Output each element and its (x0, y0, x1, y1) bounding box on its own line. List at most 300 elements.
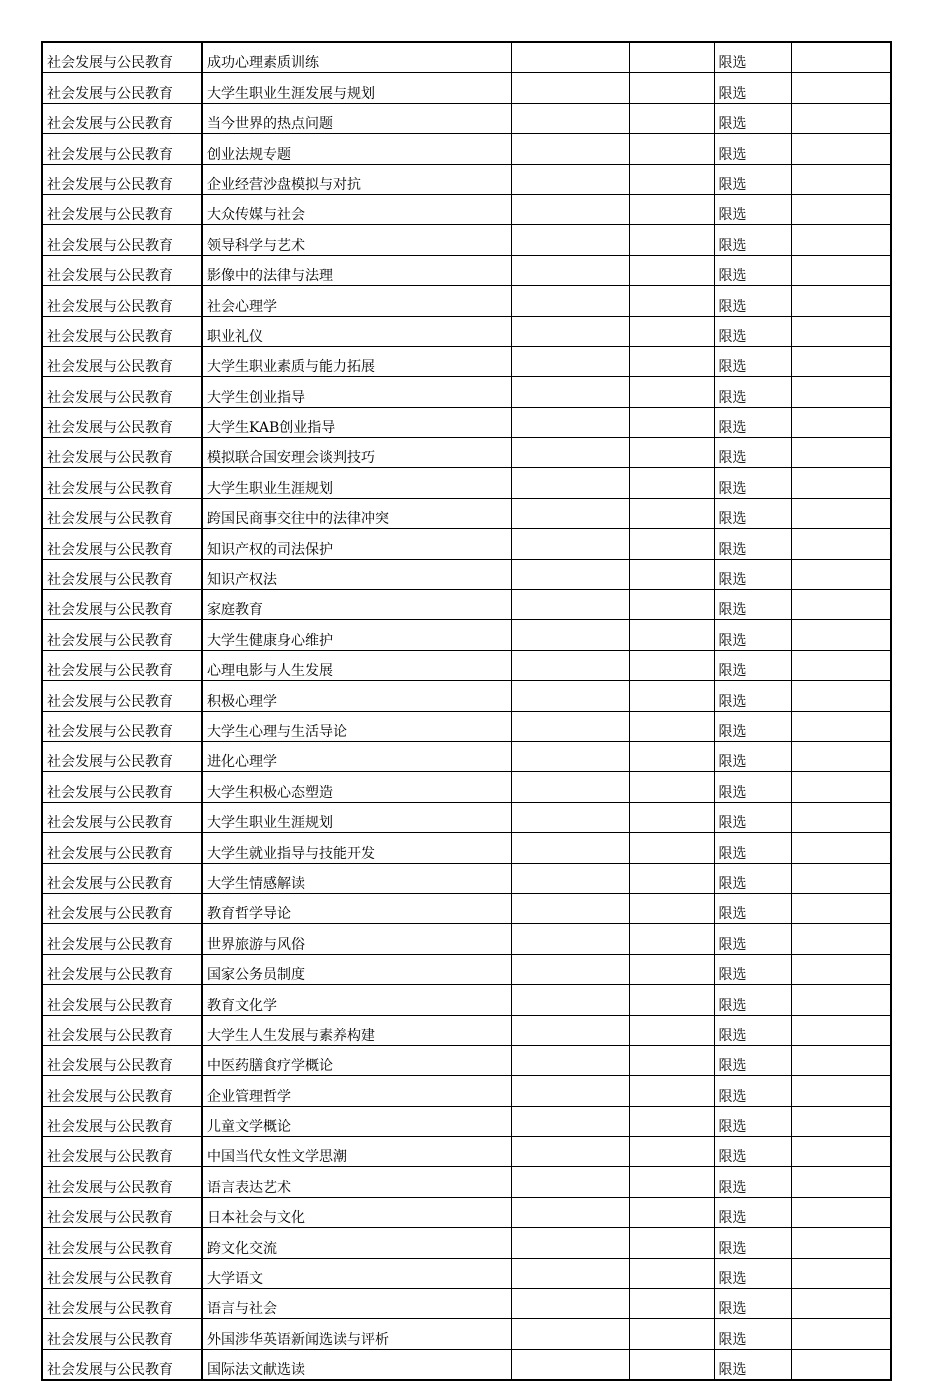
blank-cell-6 (791, 1349, 891, 1380)
blank-cell-4 (629, 438, 714, 468)
table-row (42, 741, 891, 771)
category-cell: 社会发展与公民教育 (42, 1349, 202, 1380)
table-row (42, 407, 891, 437)
selection-type-cell: 限选 (714, 73, 791, 103)
course-name-cell: 模拟联合国安理会谈判技巧 (202, 438, 511, 468)
table-row (42, 893, 891, 923)
blank-cell-4 (629, 103, 714, 133)
blank-cell-6 (791, 863, 891, 893)
blank-cell-6 (791, 134, 891, 164)
table-row (42, 468, 891, 498)
selection-type-cell: 限选 (714, 711, 791, 741)
blank-cell-3 (511, 103, 629, 133)
selection-type-cell: 限选 (714, 407, 791, 437)
course-name-cell: 知识产权法 (202, 559, 511, 589)
category-cell: 社会发展与公民教育 (42, 833, 202, 863)
category-cell: 社会发展与公民教育 (42, 954, 202, 984)
blank-cell-6 (791, 802, 891, 832)
table-row (42, 42, 891, 73)
category-cell: 社会发展与公民教育 (42, 194, 202, 224)
blank-cell-3 (511, 1106, 629, 1136)
selection-type-cell: 限选 (714, 1197, 791, 1227)
blank-cell-6 (791, 73, 891, 103)
course-name-cell: 职业礼仪 (202, 316, 511, 346)
table-row (42, 498, 891, 528)
blank-cell-6 (791, 103, 891, 133)
selection-type-cell: 限选 (714, 863, 791, 893)
blank-cell-3 (511, 1137, 629, 1167)
selection-type-cell: 限选 (714, 134, 791, 164)
blank-cell-3 (511, 1349, 629, 1380)
course-name-cell: 大众传媒与社会 (202, 194, 511, 224)
blank-cell-6 (791, 1258, 891, 1288)
category-cell: 社会发展与公民教育 (42, 1076, 202, 1106)
blank-cell-6 (791, 681, 891, 711)
table-row (42, 1228, 891, 1258)
selection-type-cell: 限选 (714, 286, 791, 316)
course-name-cell: 大学生积极心态塑造 (202, 772, 511, 802)
course-table-body (42, 42, 891, 1380)
category-cell: 社会发展与公民教育 (42, 498, 202, 528)
blank-cell-3 (511, 164, 629, 194)
selection-type-cell: 限选 (714, 1015, 791, 1045)
course-name-cell: 教育文化学 (202, 985, 511, 1015)
category-cell: 社会发展与公民教育 (42, 985, 202, 1015)
blank-cell-4 (629, 529, 714, 559)
blank-cell-4 (629, 73, 714, 103)
selection-type-cell: 限选 (714, 42, 791, 73)
selection-type-cell: 限选 (714, 833, 791, 863)
blank-cell-3 (511, 134, 629, 164)
category-cell: 社会发展与公民教育 (42, 255, 202, 285)
blank-cell-4 (629, 985, 714, 1015)
blank-cell-6 (791, 1137, 891, 1167)
selection-type-cell: 限选 (714, 498, 791, 528)
blank-cell-3 (511, 194, 629, 224)
category-cell: 社会发展与公民教育 (42, 620, 202, 650)
category-cell: 社会发展与公民教育 (42, 1137, 202, 1167)
blank-cell-4 (629, 1349, 714, 1380)
table-row (42, 73, 891, 103)
course-name-cell: 国家公务员制度 (202, 954, 511, 984)
table-row (42, 833, 891, 863)
blank-cell-6 (791, 346, 891, 376)
course-name-cell: 大学生职业素质与能力拓展 (202, 346, 511, 376)
blank-cell-6 (791, 559, 891, 589)
course-name-cell: 大学生KAB创业指导 (202, 407, 511, 437)
category-cell: 社会发展与公民教育 (42, 893, 202, 923)
course-name-cell: 影像中的法律与法理 (202, 255, 511, 285)
category-cell: 社会发展与公民教育 (42, 377, 202, 407)
selection-type-cell: 限选 (714, 1106, 791, 1136)
selection-type-cell: 限选 (714, 741, 791, 771)
blank-cell-4 (629, 711, 714, 741)
selection-type-cell: 限选 (714, 438, 791, 468)
table-row (42, 286, 891, 316)
course-name-cell: 世界旅游与风俗 (202, 924, 511, 954)
course-name-cell: 大学生健康身心维护 (202, 620, 511, 650)
course-name-cell: 大学生心理与生活导论 (202, 711, 511, 741)
blank-cell-4 (629, 377, 714, 407)
blank-cell-3 (511, 346, 629, 376)
category-cell: 社会发展与公民教育 (42, 1106, 202, 1136)
blank-cell-6 (791, 286, 891, 316)
category-cell: 社会发展与公民教育 (42, 681, 202, 711)
selection-type-cell: 限选 (714, 681, 791, 711)
category-cell: 社会发展与公民教育 (42, 407, 202, 437)
blank-cell-4 (629, 1106, 714, 1136)
selection-type-cell: 限选 (714, 1319, 791, 1349)
category-cell: 社会发展与公民教育 (42, 863, 202, 893)
blank-cell-6 (791, 620, 891, 650)
blank-cell-4 (629, 590, 714, 620)
table-row (42, 1258, 891, 1288)
blank-cell-4 (629, 924, 714, 954)
course-name-cell: 外国涉华英语新闻选读与评析 (202, 1319, 511, 1349)
course-name-cell: 日本社会与文化 (202, 1197, 511, 1227)
course-name-cell: 跨文化交流 (202, 1228, 511, 1258)
course-name-cell: 中国当代女性文学思潮 (202, 1137, 511, 1167)
table-row (42, 103, 891, 133)
course-name-cell: 大学生创业指导 (202, 377, 511, 407)
blank-cell-3 (511, 377, 629, 407)
blank-cell-3 (511, 711, 629, 741)
course-name-cell: 进化心理学 (202, 741, 511, 771)
blank-cell-3 (511, 802, 629, 832)
course-name-cell: 成功心理素质训练 (202, 42, 511, 73)
course-name-cell: 语言与社会 (202, 1289, 511, 1319)
blank-cell-4 (629, 1228, 714, 1258)
course-name-cell: 当今世界的热点问题 (202, 103, 511, 133)
course-name-cell: 大学生就业指导与技能开发 (202, 833, 511, 863)
blank-cell-3 (511, 225, 629, 255)
category-cell: 社会发展与公民教育 (42, 316, 202, 346)
category-cell: 社会发展与公民教育 (42, 1319, 202, 1349)
blank-cell-6 (791, 1289, 891, 1319)
blank-cell-6 (791, 954, 891, 984)
course-table (41, 41, 892, 1381)
table-row (42, 985, 891, 1015)
table-row (42, 377, 891, 407)
table-row (42, 1045, 891, 1075)
course-name-cell: 企业管理哲学 (202, 1076, 511, 1106)
table-row (42, 954, 891, 984)
selection-type-cell: 限选 (714, 650, 791, 680)
selection-type-cell: 限选 (714, 316, 791, 346)
blank-cell-4 (629, 134, 714, 164)
category-cell: 社会发展与公民教育 (42, 590, 202, 620)
blank-cell-6 (791, 1167, 891, 1197)
blank-cell-3 (511, 73, 629, 103)
table-row (42, 1106, 891, 1136)
selection-type-cell: 限选 (714, 1137, 791, 1167)
blank-cell-4 (629, 1076, 714, 1106)
category-cell: 社会发展与公民教育 (42, 1289, 202, 1319)
blank-cell-3 (511, 954, 629, 984)
blank-cell-3 (511, 863, 629, 893)
table-row (42, 255, 891, 285)
course-name-cell: 积极心理学 (202, 681, 511, 711)
blank-cell-4 (629, 42, 714, 73)
category-cell: 社会发展与公民教育 (42, 1015, 202, 1045)
blank-cell-4 (629, 346, 714, 376)
selection-type-cell: 限选 (714, 772, 791, 802)
selection-type-cell: 限选 (714, 529, 791, 559)
selection-type-cell: 限选 (714, 255, 791, 285)
blank-cell-4 (629, 1167, 714, 1197)
blank-cell-6 (791, 316, 891, 346)
blank-cell-3 (511, 620, 629, 650)
blank-cell-3 (511, 529, 629, 559)
course-name-cell: 领导科学与艺术 (202, 225, 511, 255)
selection-type-cell: 限选 (714, 1076, 791, 1106)
table-row (42, 559, 891, 589)
course-name-cell: 大学生人生发展与素养构建 (202, 1015, 511, 1045)
blank-cell-3 (511, 468, 629, 498)
blank-cell-3 (511, 741, 629, 771)
blank-cell-4 (629, 893, 714, 923)
blank-cell-4 (629, 316, 714, 346)
blank-cell-4 (629, 681, 714, 711)
blank-cell-6 (791, 42, 891, 73)
blank-cell-3 (511, 255, 629, 285)
course-name-cell: 中医药膳食疗学概论 (202, 1045, 511, 1075)
blank-cell-3 (511, 316, 629, 346)
blank-cell-3 (511, 1167, 629, 1197)
category-cell: 社会发展与公民教育 (42, 1228, 202, 1258)
blank-cell-4 (629, 194, 714, 224)
category-cell: 社会发展与公民教育 (42, 802, 202, 832)
blank-cell-3 (511, 1258, 629, 1288)
course-name-cell: 企业经营沙盘模拟与对抗 (202, 164, 511, 194)
blank-cell-3 (511, 1197, 629, 1227)
blank-cell-6 (791, 225, 891, 255)
category-cell: 社会发展与公民教育 (42, 225, 202, 255)
blank-cell-3 (511, 985, 629, 1015)
blank-cell-4 (629, 559, 714, 589)
table-row (42, 863, 891, 893)
course-name-cell: 知识产权的司法保护 (202, 529, 511, 559)
blank-cell-4 (629, 741, 714, 771)
blank-cell-6 (791, 1015, 891, 1045)
category-cell: 社会发展与公民教育 (42, 529, 202, 559)
blank-cell-4 (629, 1197, 714, 1227)
course-name-cell: 儿童文学概论 (202, 1106, 511, 1136)
blank-cell-6 (791, 772, 891, 802)
blank-cell-6 (791, 1197, 891, 1227)
table-row (42, 772, 891, 802)
blank-cell-3 (511, 498, 629, 528)
blank-cell-4 (629, 255, 714, 285)
category-cell: 社会发展与公民教育 (42, 1258, 202, 1288)
table-row (42, 1349, 891, 1380)
table-row (42, 802, 891, 832)
table-row (42, 164, 891, 194)
table-row (42, 1197, 891, 1227)
category-cell: 社会发展与公民教育 (42, 164, 202, 194)
course-name-cell: 社会心理学 (202, 286, 511, 316)
blank-cell-4 (629, 802, 714, 832)
selection-type-cell: 限选 (714, 924, 791, 954)
blank-cell-6 (791, 255, 891, 285)
category-cell: 社会发展与公民教育 (42, 559, 202, 589)
blank-cell-4 (629, 468, 714, 498)
blank-cell-3 (511, 559, 629, 589)
selection-type-cell: 限选 (714, 468, 791, 498)
table-row (42, 1076, 891, 1106)
blank-cell-6 (791, 1106, 891, 1136)
blank-cell-6 (791, 711, 891, 741)
selection-type-cell: 限选 (714, 1258, 791, 1288)
table-row (42, 711, 891, 741)
blank-cell-6 (791, 1228, 891, 1258)
course-name-cell: 大学生职业生涯规划 (202, 802, 511, 832)
category-cell: 社会发展与公民教育 (42, 772, 202, 802)
selection-type-cell: 限选 (714, 893, 791, 923)
table-row (42, 590, 891, 620)
selection-type-cell: 限选 (714, 1167, 791, 1197)
course-name-cell: 创业法规专题 (202, 134, 511, 164)
course-name-cell: 家庭教育 (202, 590, 511, 620)
blank-cell-6 (791, 590, 891, 620)
selection-type-cell: 限选 (714, 1045, 791, 1075)
table-row (42, 1289, 891, 1319)
selection-type-cell: 限选 (714, 346, 791, 376)
blank-cell-4 (629, 620, 714, 650)
blank-cell-4 (629, 1045, 714, 1075)
table-row (42, 681, 891, 711)
category-cell: 社会发展与公民教育 (42, 42, 202, 73)
selection-type-cell: 限选 (714, 1289, 791, 1319)
table-row (42, 1015, 891, 1045)
blank-cell-3 (511, 1228, 629, 1258)
table-row (42, 346, 891, 376)
course-name-cell: 大学生情感解读 (202, 863, 511, 893)
blank-cell-4 (629, 286, 714, 316)
blank-cell-6 (791, 438, 891, 468)
blank-cell-6 (791, 529, 891, 559)
blank-cell-3 (511, 407, 629, 437)
selection-type-cell: 限选 (714, 985, 791, 1015)
course-name-cell: 心理电影与人生发展 (202, 650, 511, 680)
selection-type-cell: 限选 (714, 802, 791, 832)
table-row (42, 1137, 891, 1167)
blank-cell-3 (511, 438, 629, 468)
category-cell: 社会发展与公民教育 (42, 438, 202, 468)
blank-cell-4 (629, 1258, 714, 1288)
category-cell: 社会发展与公民教育 (42, 1167, 202, 1197)
table-row (42, 1167, 891, 1197)
blank-cell-3 (511, 1289, 629, 1319)
table-row (42, 194, 891, 224)
blank-cell-6 (791, 985, 891, 1015)
selection-type-cell: 限选 (714, 620, 791, 650)
blank-cell-3 (511, 286, 629, 316)
selection-type-cell: 限选 (714, 559, 791, 589)
category-cell: 社会发展与公民教育 (42, 650, 202, 680)
blank-cell-4 (629, 772, 714, 802)
selection-type-cell: 限选 (714, 954, 791, 984)
blank-cell-3 (511, 681, 629, 711)
table-row (42, 650, 891, 680)
course-name-cell: 跨国民商事交往中的法律冲突 (202, 498, 511, 528)
blank-cell-6 (791, 650, 891, 680)
category-cell: 社会发展与公民教育 (42, 741, 202, 771)
selection-type-cell: 限选 (714, 194, 791, 224)
table-row (42, 620, 891, 650)
blank-cell-3 (511, 893, 629, 923)
course-name-cell: 语言表达艺术 (202, 1167, 511, 1197)
blank-cell-3 (511, 1076, 629, 1106)
blank-cell-4 (629, 954, 714, 984)
blank-cell-6 (791, 377, 891, 407)
blank-cell-3 (511, 772, 629, 802)
blank-cell-6 (791, 1076, 891, 1106)
blank-cell-3 (511, 1045, 629, 1075)
category-cell: 社会发展与公民教育 (42, 924, 202, 954)
category-cell: 社会发展与公民教育 (42, 286, 202, 316)
blank-cell-6 (791, 741, 891, 771)
course-name-cell: 国际法文献选读 (202, 1349, 511, 1380)
table-row (42, 438, 891, 468)
blank-cell-6 (791, 833, 891, 863)
category-cell: 社会发展与公民教育 (42, 711, 202, 741)
blank-cell-6 (791, 407, 891, 437)
category-cell: 社会发展与公民教育 (42, 73, 202, 103)
blank-cell-4 (629, 863, 714, 893)
selection-type-cell: 限选 (714, 377, 791, 407)
blank-cell-6 (791, 194, 891, 224)
selection-type-cell: 限选 (714, 1228, 791, 1258)
blank-cell-4 (629, 498, 714, 528)
table-row (42, 134, 891, 164)
category-cell: 社会发展与公民教育 (42, 1197, 202, 1227)
blank-cell-4 (629, 164, 714, 194)
table-row (42, 924, 891, 954)
selection-type-cell: 限选 (714, 164, 791, 194)
blank-cell-6 (791, 1045, 891, 1075)
blank-cell-6 (791, 164, 891, 194)
blank-cell-3 (511, 590, 629, 620)
selection-type-cell: 限选 (714, 590, 791, 620)
blank-cell-6 (791, 924, 891, 954)
blank-cell-3 (511, 1015, 629, 1045)
category-cell: 社会发展与公民教育 (42, 468, 202, 498)
category-cell: 社会发展与公民教育 (42, 1045, 202, 1075)
blank-cell-6 (791, 893, 891, 923)
blank-cell-4 (629, 833, 714, 863)
selection-type-cell: 限选 (714, 1349, 791, 1380)
course-name-cell: 教育哲学导论 (202, 893, 511, 923)
selection-type-cell: 限选 (714, 225, 791, 255)
blank-cell-4 (629, 1289, 714, 1319)
selection-type-cell: 限选 (714, 103, 791, 133)
course-name-cell: 大学生职业生涯规划 (202, 468, 511, 498)
blank-cell-4 (629, 1137, 714, 1167)
blank-cell-4 (629, 407, 714, 437)
blank-cell-6 (791, 498, 891, 528)
blank-cell-3 (511, 924, 629, 954)
category-cell: 社会发展与公民教育 (42, 346, 202, 376)
course-name-cell: 大学语文 (202, 1258, 511, 1288)
table-row (42, 225, 891, 255)
blank-cell-3 (511, 833, 629, 863)
blank-cell-3 (511, 42, 629, 73)
category-cell: 社会发展与公民教育 (42, 134, 202, 164)
blank-cell-4 (629, 1015, 714, 1045)
blank-cell-6 (791, 468, 891, 498)
category-cell: 社会发展与公民教育 (42, 103, 202, 133)
